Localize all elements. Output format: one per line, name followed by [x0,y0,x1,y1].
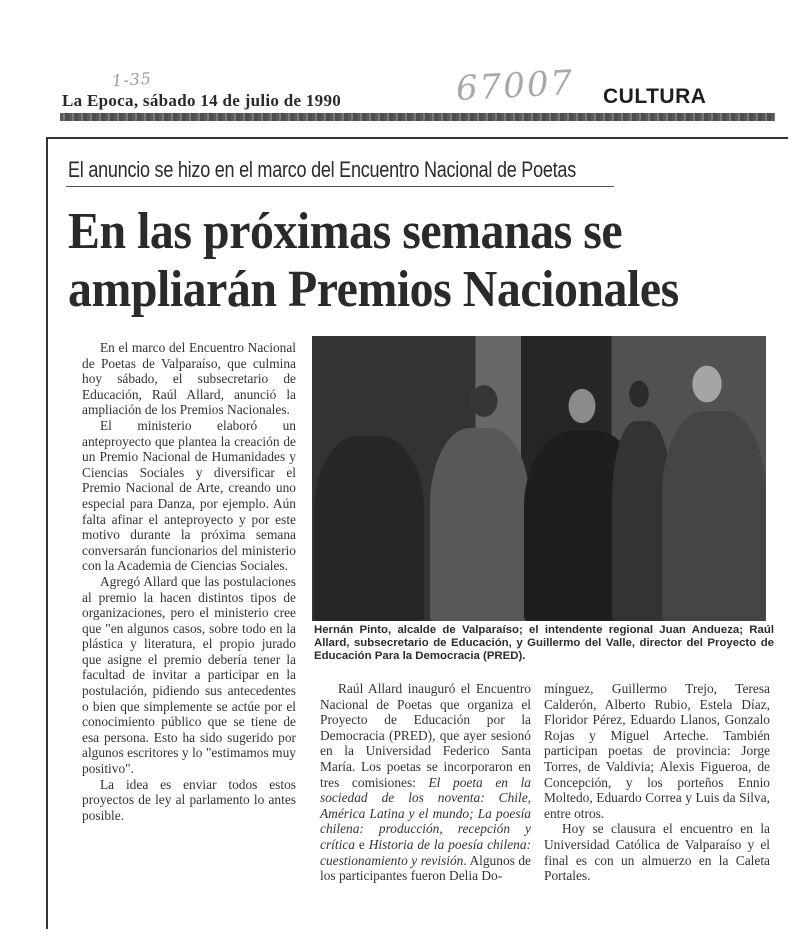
paragraph: mínguez, Guillermo Trejo, Teresa Calderón, Alberto Rubio, Estela Díaz, Floridor Pérez, Eduardo Llanos, Gonzalo Rojas y Miguel Arteche. También participan poetas de provincia: Jorge Torres, de Valdivia; Alexis Figueroa, de Concepción, y los porteños Ennio Moltedo, Eduardo Correa y Luis da Silva, entre otros. [544,681,770,821]
person-figure [430,428,530,621]
paragraph: Agregó Allard que las postulaciones al premio la hacen distintos tipos de organizaciones, pero el ministerio cree que "en algunos casos, sobre todo en la plástica y literatura, el propio jurado que asigne el premio debería tener la facultad de invitar a participar en la postulación, pidiendo sus antecedentes o bien que simplemente se actúe por el conocimiento público que se tiene de esa persona. Esto ha sido sugerido por algunos escritores y lo "estimamos muy positivo". [82,573,296,777]
section-label: CULTURA [603,85,707,108]
paragraph: El ministerio elaboró un anteproyecto que plantea la creación de un Premio Nacional de Humanidades y Ciencias Sociales y diversificar el Premio Nacional de Arte, creando uno especial para Danza, por ejemplo. Aún falta afinar el anteproyecto y por este motivo durante la próxima semana conversarán funcionarios del ministerio con la Academia de Ciencias Sociales. [82,417,296,574]
paragraph-text: e [354,836,369,852]
paragraph-text: . Algunos de los participantes fueron Delia Do- [320,852,531,884]
article-column-1 [82,340,296,823]
article-kicker: El anuncio se hizo en el marco del Encuentro Nacional de Poetas [68,157,576,182]
paragraph-text: Raúl Allard inauguró el Encuentro Nacional de Poetas que organiza el Proyecto de Educación por la Democracia (PRED), que ayer sesionó en la Universidad Federico Santa María. Los poetas se incorporaron en tres comisiones: [320,681,531,790]
article-headline: En las próximas semanas se ampliarán Premios Nacionales [68,203,679,318]
commission-title: Historia de la poesía chilena: cuestionamiento y revisión [320,836,531,868]
paragraph: En el marco del Encuentro Nacional de Poetas de Valparaíso, que culmina hoy sábado, el subsecretario de Educación, Raúl Allard, anunció la ampliación de los Premios Nacionales. [82,340,296,418]
handwritten-annotation: 1-35 [111,68,153,91]
commission-title: La poesía chilena: producción, recepción y crítica [320,805,531,852]
paragraph [320,681,531,884]
photo-caption: Hernán Pinto, alcalde de Valparaíso; el intendente regional Juan Andueza; Raúl Allard, subsecretario de Educación, y Guillermo del Valle, director del Proyecto de Educación Para la Democracia (PRED). [314,624,774,662]
person-figure [314,436,424,621]
article-column-2 [320,681,531,884]
masthead-rule [60,113,775,121]
handwritten-archive-number: 67007 [455,62,576,110]
person-figure [662,411,766,621]
kicker-underline [66,186,614,187]
article-column-3 [544,681,770,884]
publication-dateline: La Epoca, sábado 14 de julio de 1990 [62,91,342,110]
paragraph: La idea es enviar todos estos proyectos de ley al parlamento lo antes posible. [82,776,296,823]
news-photo [312,336,766,621]
commission-title: El poeta en la sociedad de los noventa: Chile, América Latina y el mundo; [320,774,531,821]
paragraph: Hoy se clausura el encuentro en la Universidad Católica de Valparaíso y el final es con un almuerzo en la Caleta Portales. [544,821,770,884]
